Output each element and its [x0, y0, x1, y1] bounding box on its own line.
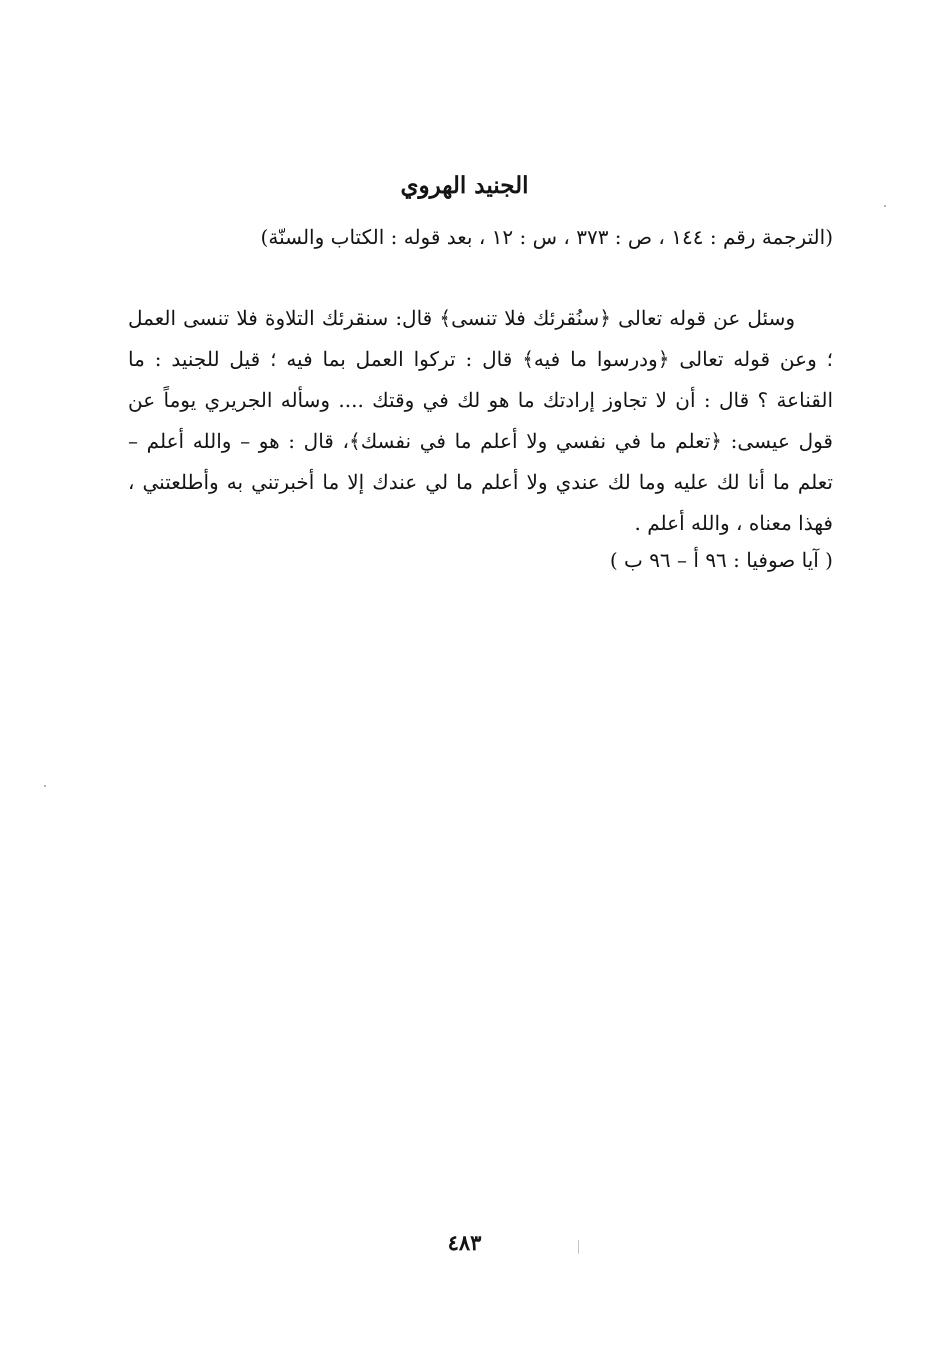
scan-speck [44, 785, 46, 787]
body-paragraph: وسئل عن قوله تعالى ﴿سنُقرئك فلا تنسى﴾ قال: سنقرئك التلاوة فلا تنسى العمل ؛ وعن قوله تعالى ﴿ودرسوا ما فيه﴾ قال : تركوا العمل بما فيه ؛ قيل للجنيد : ما القناعة ؟ قال : أن لا تجاوز إرادتك ما هو لك في وقتك .... وسأله الجريري يوماً عن قول عيسى: ﴿تعلم ما في نفسي ولا أعلم ما في نفسك﴾، قال : هو – والله أعلم – تعلم ما أنا لك عليه وما لك عندي ولا أعلم ما لي عندك إلا ما أخبرتني به وأطلعتني ، فهذا معناه ، والله أعلم . [128, 306, 833, 535]
entry-title: الجنيد الهروي [400, 172, 529, 199]
manuscript-source: ( آيا صوفيا : ٩٦ أ – ٩٦ ب ) [609, 548, 833, 572]
body-text [128, 298, 833, 544]
scan-mark [578, 1240, 579, 1254]
translation-reference: (الترجمة رقم : ١٤٤ ، ص : ٣٧٣ ، س : ١٢ ، بعد قوله : الكتاب والسنّة) [260, 225, 833, 249]
scan-speck [884, 205, 886, 207]
page-number: ٤٨٣ [447, 1230, 482, 1255]
